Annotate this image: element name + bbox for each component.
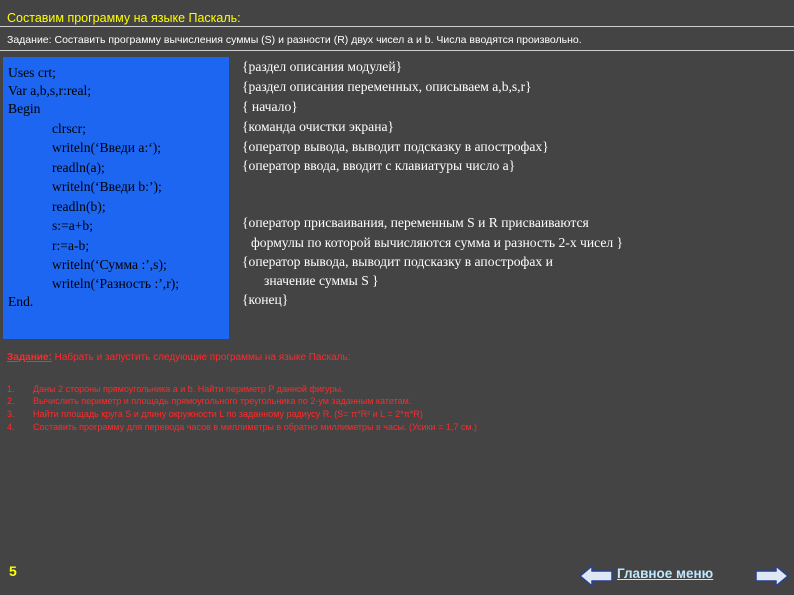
forward-arrow-button[interactable] bbox=[755, 565, 789, 592]
comment-line: {оператор вывода, выводит подсказку в апострофах и bbox=[242, 254, 553, 269]
code-line: clrscr; bbox=[52, 121, 86, 136]
task-text: Задание: Составить программу вычисления суммы (S) и разности (R) двух чисел a и b. Числа вводятся произвольно. bbox=[7, 34, 582, 46]
code-line: Var a,b,s,r:real; bbox=[8, 83, 92, 98]
comment-line: {оператор вывода, выводит подсказку в апострофах} bbox=[242, 139, 549, 154]
code-line: End. bbox=[8, 294, 34, 309]
exercise-number: 2. bbox=[7, 396, 15, 406]
code-line: Begin bbox=[8, 101, 41, 116]
comment-line: {команда очистки экрана} bbox=[242, 119, 395, 134]
comment-line: { начало} bbox=[242, 99, 298, 114]
code-line: writeln(‘Разность :’,r); bbox=[52, 276, 180, 291]
exercise-item bbox=[7, 384, 344, 394]
code-line: r:=a-b; bbox=[52, 238, 90, 253]
arrow-left-icon bbox=[579, 565, 613, 587]
back-arrow-button[interactable] bbox=[579, 565, 613, 592]
exercise-number: 4. bbox=[7, 422, 15, 432]
exercise-item bbox=[7, 396, 411, 406]
code-line: s:=a+b; bbox=[52, 218, 94, 233]
title-divider bbox=[0, 26, 794, 27]
code-line: Uses crt; bbox=[8, 65, 56, 80]
exercise-text: Составить программу для перевода часов в миллиметры в обратно миллиметры в часы. (Усики = 1,7 см.) bbox=[33, 422, 478, 432]
exercise-text: Даны 2 стороны прямоугольника a и b. Найти периметр P данной фигуры. bbox=[33, 384, 344, 394]
code-line: readln(a); bbox=[52, 160, 105, 175]
code-line: writeln(‘Сумма :’,s); bbox=[52, 257, 167, 272]
code-box bbox=[3, 57, 229, 339]
code-line: writeln(‘Введи а:‘); bbox=[52, 140, 162, 155]
code-line: readln(b); bbox=[52, 199, 106, 214]
comment-line: значение суммы S } bbox=[264, 273, 379, 288]
code-line: writeln(‘Введи b:’); bbox=[52, 179, 162, 194]
exercise-number: 3. bbox=[7, 409, 15, 419]
exercise-text: Найти площадь круга S и длину окружности L по заданному радиусу R. (S= π*R² и L = 2*π*R) bbox=[33, 409, 423, 419]
page-number: 5 bbox=[9, 563, 17, 579]
exercise-number: 1. bbox=[7, 384, 15, 394]
slide-title: Составим программу на языке Паскаль: bbox=[7, 11, 241, 25]
exercises-heading-text: Набрать и запустить следующие программы на языке Паскаль: bbox=[51, 352, 351, 363]
exercises-heading bbox=[7, 352, 350, 363]
comment-line: формулы по которой вычисляются сумма и разность 2-х чисел } bbox=[251, 235, 624, 250]
exercise-item bbox=[7, 422, 477, 432]
comment-line: {оператор присваивания, переменным S и R присваиваются bbox=[242, 215, 589, 230]
comment-line: {раздел описания переменных, описываем a,b,s,r} bbox=[242, 79, 532, 94]
task-divider bbox=[0, 50, 794, 51]
exercises-heading-label: Задание: bbox=[7, 352, 52, 363]
arrow-right-icon bbox=[755, 565, 789, 587]
comment-line: {оператор ввода, вводит с клавиатуры число а} bbox=[242, 158, 516, 173]
exercise-text: Вычислить периметр и площадь прямоугольного треугольника по 2-ум заданным катетам. bbox=[33, 396, 412, 406]
exercise-item bbox=[7, 409, 423, 419]
comment-line: {конец} bbox=[242, 292, 289, 307]
main-menu-link[interactable]: Главное меню bbox=[617, 566, 714, 581]
comment-line: {раздел описания модулей} bbox=[242, 59, 403, 74]
